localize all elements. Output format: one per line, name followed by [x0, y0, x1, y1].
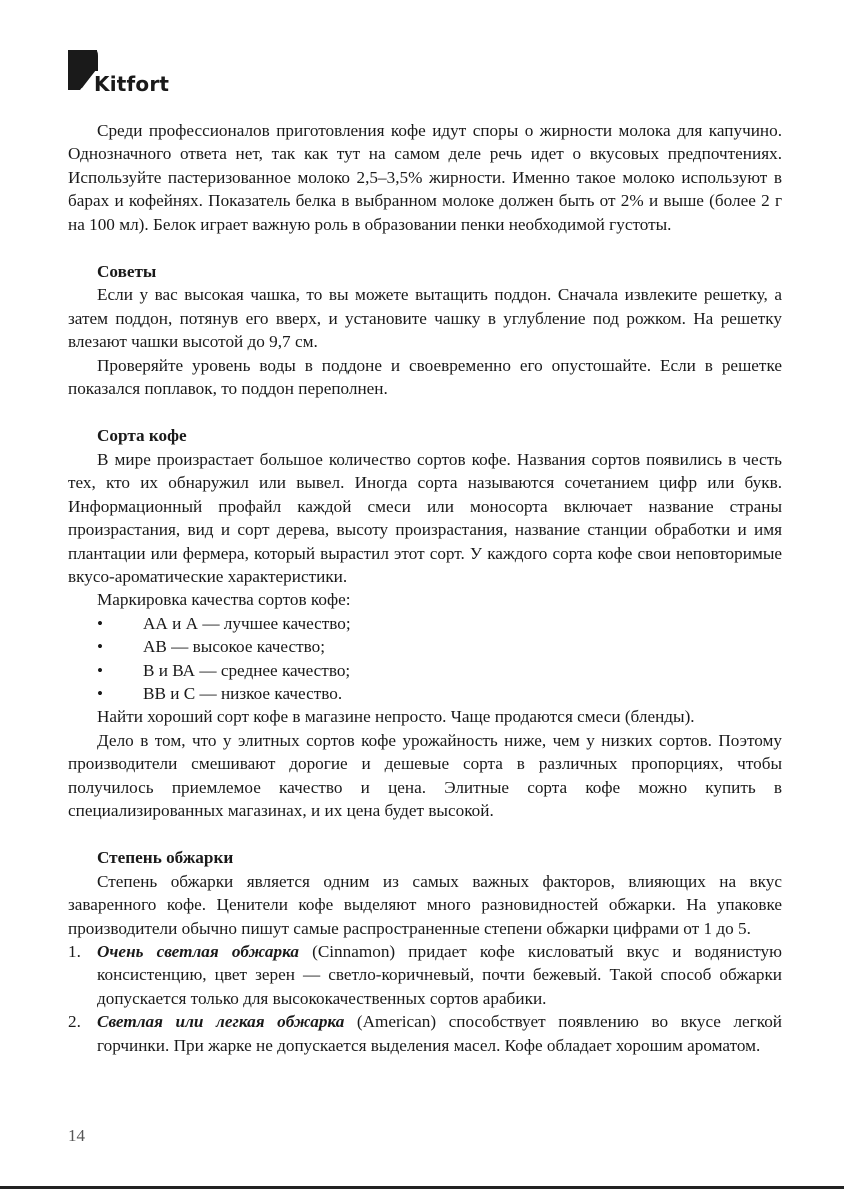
- varieties-paragraph: Найти хороший сорт кофе в магазине непросто. Чаще продаются смеси (бленды).: [97, 707, 695, 727]
- tips-paragraph: Если у вас высокая чашка, то вы можете вытащить поддон. Сначала извлеките решетку, а затем поддон, потянув его вверх, и установите чашку в углубление под рожком. На решетку влезают чашки высотой до 9,7 см.: [68, 285, 782, 352]
- list-item: [68, 682, 782, 705]
- kitfort-logo: [68, 50, 178, 100]
- bullet-icon: •: [97, 637, 104, 657]
- tips-paragraph: Проверяйте уровень воды в поддоне и своевременно его опустошайте. Если в решетке показался поплавок, то поддон переполнен.: [68, 355, 782, 399]
- kitfort-logo-text: Kitfort: [94, 72, 170, 96]
- list-item: [68, 1010, 782, 1057]
- list-number: 2.: [68, 1012, 81, 1032]
- varieties-paragraph: Дело в том, что у элитных сортов кофе урожайность ниже, чем у низких сортов. Поэтому производители смешивают дорогие и дешевые сорта в различных пропорциях, чтобы получилось приемлемое качество и цена. Элитные сорта кофе можно купить в специализированных магазинах, и их цена будет высокой.: [68, 730, 782, 820]
- bullet-icon: •: [97, 660, 104, 680]
- list-item: [68, 635, 782, 658]
- varieties-intro: В мире произрастает большое количество сортов кофе. Названия сортов появились в честь тех, кто их обнаружил или вывел. Иногда сорта называются сочетанием цифр или букв. Информационный профайл каждой смеси или моносорта включает название страны произрастания, вид и сорт дерева, высоту произрастания, название станции обработки и имя плантации или фермера, который вырастил этот сорт. У каждого сорта кофе свои неповторимые вкусо-ароматические характеристики.: [68, 449, 782, 586]
- grades-list: [68, 612, 782, 706]
- roast-intro: Степень обжарки является одним из самых важных факторов, влияющих на вкус заваренного кофе. Ценители кофе выделяют много разновидностей обжарки. На упаковке производители обычно пишут самые распространенные степени обжарки цифрами от 1 до 5.: [68, 871, 782, 938]
- grade-text: В и ВА — среднее качество;: [143, 660, 351, 680]
- list-number: 1.: [68, 942, 81, 961]
- tips-heading: Советы: [97, 262, 157, 282]
- marking-label: Маркировка качества сортов кофе:: [97, 590, 351, 610]
- roast-term: Светлая или легкая обжарка: [97, 1012, 345, 1032]
- page-content: [68, 119, 782, 1057]
- roast-heading: Степень обжарки: [97, 848, 234, 868]
- list-item: [68, 612, 782, 635]
- intro-paragraph: Среди профессионалов приготовления кофе идут споры о жирности молока для капучино. Однозначного ответа нет, так как тут на самом деле речь идет о вкусовых предпочтениях. Используйте пастеризованное молоко 2,5–3,5% жирности. Именно такое молоко используют в барах и кофейнях. Показатель белка в выбранном молоке должен быть от 2% и выше (более 2 г на 100 мл). Белок играет важную роль в образовании пенки необходимой густоты.: [68, 121, 782, 234]
- bullet-icon: •: [97, 683, 104, 703]
- grade-text: АА и А — лучшее качество;: [143, 613, 351, 633]
- roast-description: (American) способствует появлению во вкусе легкой горчинки. При жарке не допускается выделения масел. Кофе обладает хорошим ароматом.: [97, 1012, 782, 1055]
- roast-term: Очень светлая обжарка: [97, 942, 299, 961]
- list-item: [68, 940, 782, 1010]
- grade-text: ВВ и С — низкое качество.: [143, 683, 343, 703]
- grade-text: АВ — высокое качество;: [143, 637, 325, 657]
- roast-list: [68, 940, 782, 1057]
- page-number: 14: [68, 1126, 85, 1145]
- list-item: [68, 659, 782, 682]
- bullet-icon: •: [97, 613, 104, 633]
- roast-description: (Cinnamon) придает кофе кисловатый вкус и водянистую консистенцию, цвет зерен — светло-коричневый, почти бежевый. Такой способ обжарки допускается только для высококачественных сортов арабики.: [97, 942, 782, 1008]
- varieties-heading: Сорта кофе: [97, 426, 187, 446]
